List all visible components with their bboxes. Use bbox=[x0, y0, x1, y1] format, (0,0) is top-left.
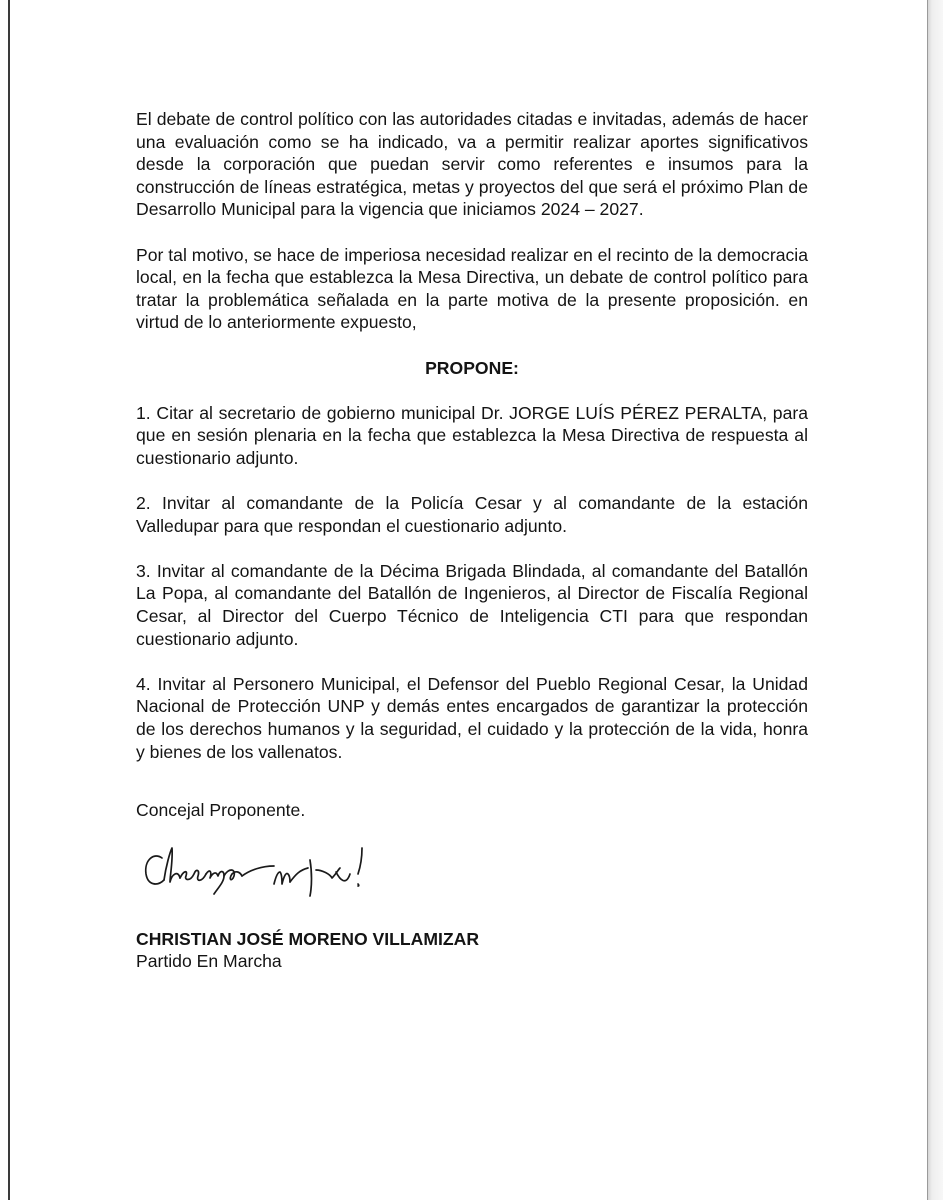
signer-party: Partido En Marcha bbox=[136, 951, 282, 972]
signer-name: CHRISTIAN JOSÉ MORENO VILLAMIZAR bbox=[136, 928, 480, 949]
proposal-item-1: 1. Citar al secretario de gobierno municipal Dr. JORGE LUÍS PÉREZ PERALTA, para que en sesión plenaria en la fecha que establezca la Mesa Directiva de respuesta al cuestionario adjunto. bbox=[136, 402, 808, 468]
page-edge-left bbox=[8, 0, 10, 1200]
handwritten-signature bbox=[140, 830, 380, 910]
closing-line: Concejal Proponente. bbox=[136, 800, 306, 821]
paragraph-debate: El debate de control político con las autoridades citadas e invitadas, además de hacer una evaluación como se ha indicado, va a permitir realizar aportes significativos desde la corporación que puedan servir como referentes e insumos para la construcción de líneas estratégica, metas y proyectos del que será el próximo Plan de Desarrollo Municipal para la vigencia que iniciamos 2024 – 2027. bbox=[136, 109, 808, 220]
paragraph-motivo: Por tal motivo, se hace de imperiosa necesidad realizar en el recinto de la democracia local, en la fecha que establezca la Mesa Directiva, un debate de control político para tratar la problemática señalada en la parte motiva de la presente proposición. en virtud de lo anteriormente expuesto, bbox=[136, 244, 808, 333]
document-body bbox=[136, 108, 808, 973]
proposal-item-2: 2. Invitar al comandante de la Policía Cesar y al comandante de la estación Valledupar para que respondan el cuestionario adjunto. bbox=[136, 493, 808, 536]
propone-heading: PROPONE: bbox=[425, 357, 519, 378]
page-edge-right bbox=[927, 0, 943, 1200]
proposal-item-3: 3. Invitar al comandante de la Décima Brigada Blindada, al comandante del Batallón La Popa, al comandante del Batallón de Ingenieros, al Director de Fiscalía Regional Cesar, al Director del Cuerpo Técnico de Inteligencia CTI para que respondan cuestionario adjunto. bbox=[136, 560, 808, 649]
proposal-item-4: 4. Invitar al Personero Municipal, el Defensor del Pueblo Regional Cesar, la Unidad Nacional de Protección UNP y demás entes encargados de garantizar la protección de los derechos humanos y la seguridad, el cuidado y la protección de la vida, honra y bienes de los vallenatos. bbox=[136, 673, 808, 762]
